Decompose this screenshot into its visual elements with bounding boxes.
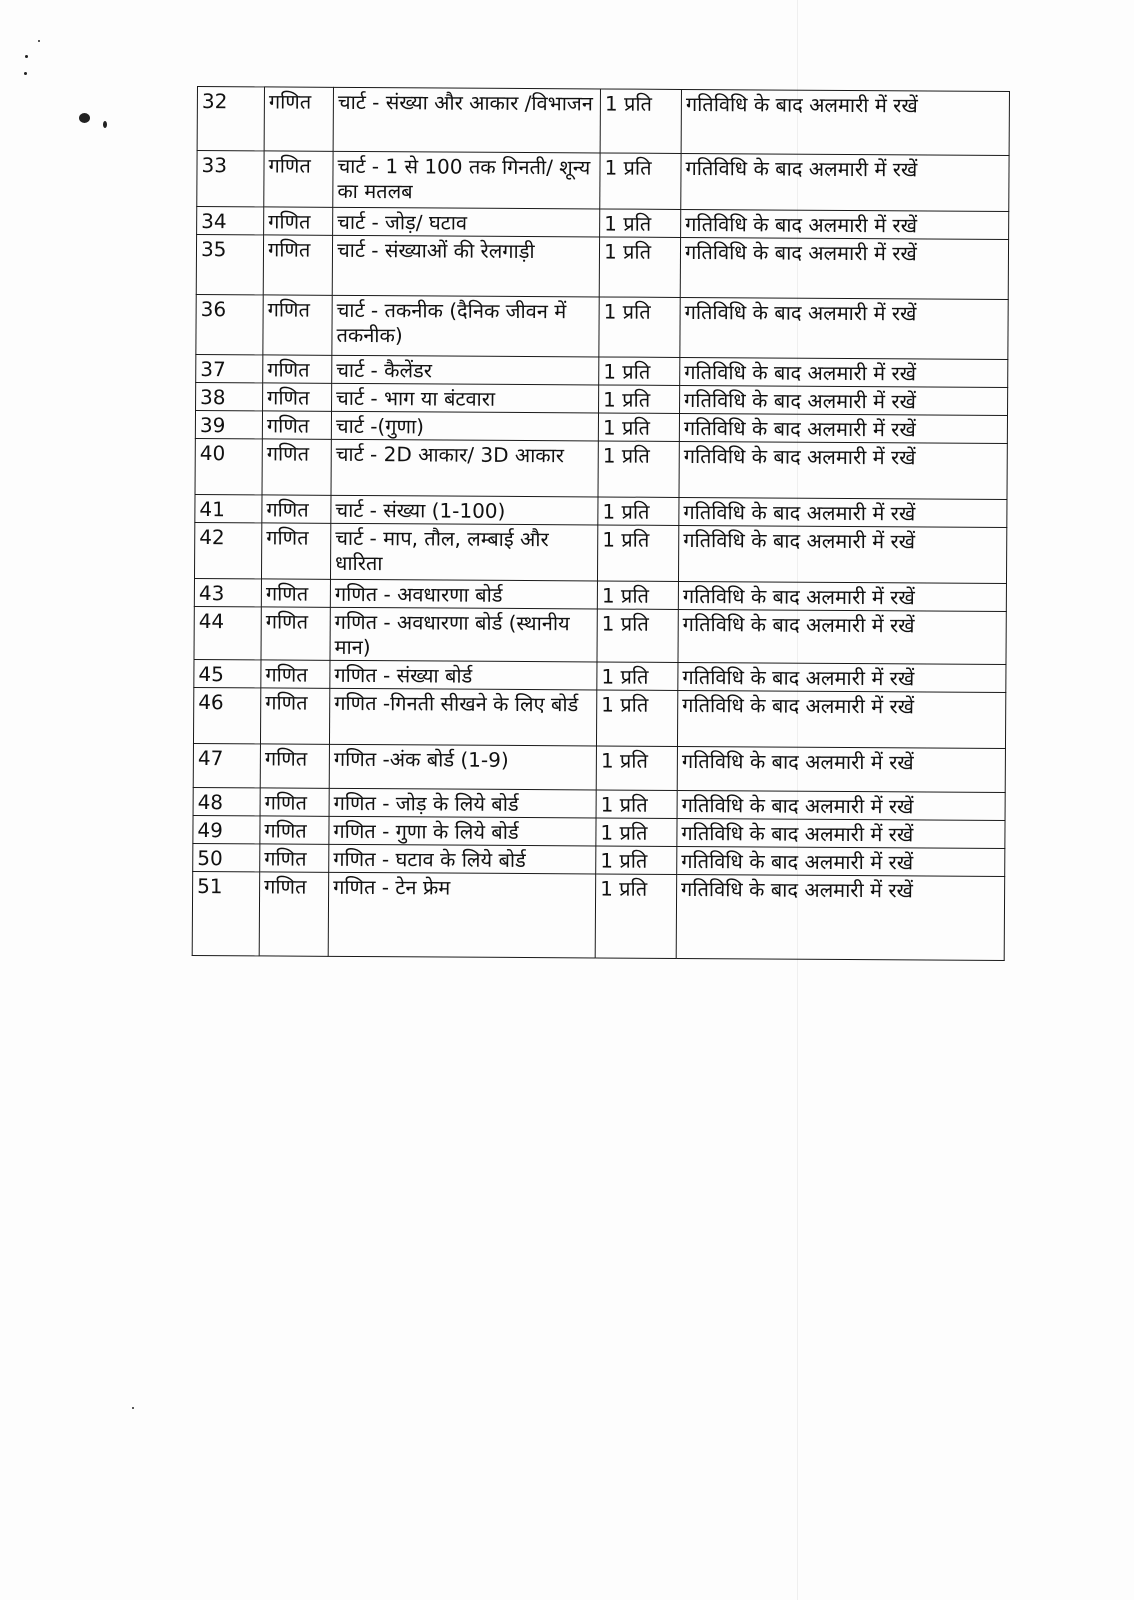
quantity-cell: 1 प्रति [597, 525, 678, 581]
serial-number-cell: 40 [195, 438, 262, 494]
quantity-cell: 1 प्रति [597, 662, 678, 690]
item-description-cell: चार्ट - 1 से 100 तक गिनती/ शून्य का मतलब [333, 151, 600, 209]
serial-number-cell: 34 [197, 207, 264, 235]
subject-cell: गणित [264, 87, 333, 151]
instruction-cell: गतिविधि के बाद अलमारी में रखें [678, 525, 1006, 583]
item-description-cell: चार्ट - 2D आकार/ 3D आकार [331, 439, 598, 497]
table-row [193, 687, 1005, 748]
serial-number-cell: 42 [194, 522, 261, 578]
quantity-cell: 1 प्रति [596, 746, 677, 790]
quantity-cell: 1 प्रति [596, 690, 677, 746]
serial-number-cell: 45 [194, 659, 261, 687]
table-row [194, 522, 1006, 583]
subject-cell: गणित [263, 295, 332, 355]
item-description-cell: गणित - संख्या बोर्ड [330, 660, 597, 690]
quantity-cell: 1 प्रति [599, 385, 680, 413]
inventory-table-body [192, 87, 1009, 961]
scan-speck [132, 1407, 134, 1409]
item-description-cell: गणित - जोड़ के लिये बोर्ड [329, 788, 596, 818]
quantity-cell: 1 प्रति [600, 89, 681, 153]
instruction-cell: गतिविधि के बाद अलमारी में रखें [677, 746, 1005, 792]
item-description-cell: गणित - अवधारणा बोर्ड [330, 579, 597, 609]
instruction-cell: गतिविधि के बाद अलमारी में रखें [679, 441, 1007, 499]
quantity-cell: 1 प्रति [598, 497, 679, 525]
instruction-cell: गतिविधि के बाद अलमारी में रखें [677, 690, 1005, 748]
serial-number-cell: 32 [197, 87, 264, 151]
serial-number-cell: 50 [193, 843, 260, 871]
instruction-cell: गतिविधि के बाद अलमारी में रखें [681, 153, 1009, 211]
subject-cell: गणित [261, 523, 330, 579]
quantity-cell: 1 प्रति [598, 441, 679, 497]
instruction-cell: गतिविधि के बाद अलमारी में रखें [677, 818, 1005, 848]
scan-speck [103, 121, 107, 128]
quantity-cell: 1 प्रति [599, 357, 680, 385]
subject-cell: गणित [260, 688, 329, 744]
subject-cell: गणित [259, 872, 329, 956]
serial-number-cell: 33 [197, 151, 264, 207]
table-row [192, 871, 1004, 960]
item-description-cell: गणित -अंक बोर्ड (1-9) [329, 744, 596, 790]
subject-cell: गणित [260, 816, 329, 844]
serial-number-cell: 46 [193, 687, 260, 743]
item-description-cell: चार्ट - संख्या और आकार /विभाजन [333, 87, 600, 153]
quantity-cell: 1 प्रति [598, 413, 679, 441]
scan-speck [79, 113, 90, 123]
serial-number-cell: 41 [195, 494, 262, 522]
item-description-cell: गणित - घटाव के लिये बोर्ड [329, 844, 596, 874]
quantity-cell: 1 प्रति [599, 237, 680, 297]
item-description-cell: चार्ट - संख्या (1-100) [331, 495, 598, 525]
quantity-cell: 1 प्रति [600, 153, 681, 209]
serial-number-cell: 38 [196, 382, 263, 410]
item-description-cell: चार्ट - संख्याओं की रेलगाड़ी [332, 235, 599, 297]
instruction-cell: गतिविधि के बाद अलमारी में रखें [680, 385, 1008, 415]
table-row [197, 151, 1009, 212]
item-description-cell: चार्ट - जोड़/ घटाव [333, 207, 600, 237]
table-row [193, 743, 1005, 792]
item-description-cell: गणित -गिनती सीखने के लिए बोर्ड [329, 688, 596, 746]
quantity-cell: 1 प्रति [596, 846, 677, 874]
serial-number-cell: 48 [193, 787, 260, 815]
table-row [195, 438, 1007, 499]
item-description-cell: गणित - टेन फ्रेम [328, 872, 596, 958]
subject-cell: गणित [263, 383, 332, 411]
quantity-cell: 1 प्रति [597, 581, 678, 609]
serial-number-cell: 35 [196, 235, 263, 295]
instruction-cell: गतिविधि के बाद अलमारी में रखें [677, 846, 1005, 876]
instruction-cell: गतिविधि के बाद अलमारी में रखें [680, 297, 1008, 359]
item-description-cell: चार्ट - तकनीक (दैनिक जीवन में तकनीक) [332, 295, 599, 357]
subject-cell: गणित [262, 411, 331, 439]
inventory-table [192, 86, 1010, 961]
serial-number-cell: 49 [193, 815, 260, 843]
instruction-cell: गतिविधि के बाद अलमारी में रखें [681, 89, 1009, 155]
item-description-cell: गणित - अवधारणा बोर्ड (स्थानीय मान) [330, 607, 597, 662]
instruction-cell: गतिविधि के बाद अलमारी में रखें [676, 874, 1005, 960]
instruction-cell: गतिविधि के बाद अलमारी में रखें [681, 209, 1009, 239]
quantity-cell: 1 प्रति [600, 209, 681, 237]
serial-number-cell: 44 [194, 606, 261, 659]
instruction-cell: गतिविधि के बाद अलमारी में रखें [680, 237, 1008, 299]
item-description-cell: चार्ट - कैलेंडर [332, 355, 599, 385]
subject-cell: गणित [263, 235, 332, 295]
item-description-cell: चार्ट - माप, तौल, लम्बाई और धारिता [330, 523, 597, 581]
subject-cell: गणित [261, 607, 330, 660]
instruction-cell: गतिविधि के बाद अलमारी में रखें [679, 413, 1007, 443]
quantity-cell: 1 प्रति [599, 297, 680, 357]
quantity-cell: 1 प्रति [597, 609, 678, 662]
subject-cell: गणित [263, 355, 332, 383]
instruction-cell: गतिविधि के बाद अलमारी में रखें [679, 497, 1007, 527]
quantity-cell: 1 प्रति [596, 790, 677, 818]
instruction-cell: गतिविधि के बाद अलमारी में रखें [678, 581, 1006, 611]
subject-cell: गणित [264, 151, 333, 207]
serial-number-cell: 43 [194, 578, 261, 606]
item-description-cell: गणित - गुणा के लिये बोर्ड [329, 816, 596, 846]
subject-cell: गणित [261, 579, 330, 607]
table-row [196, 235, 1008, 300]
serial-number-cell: 37 [196, 354, 263, 382]
serial-number-cell: 47 [193, 743, 260, 787]
table-row [194, 606, 1006, 664]
subject-cell: गणित [260, 788, 329, 816]
scan-speck [38, 40, 40, 42]
subject-cell: गणित [260, 744, 329, 788]
quantity-cell: 1 प्रति [596, 818, 677, 846]
subject-cell: गणित [262, 495, 331, 523]
instruction-cell: गतिविधि के बाद अलमारी में रखें [678, 609, 1006, 664]
serial-number-cell: 36 [196, 294, 263, 354]
instruction-cell: गतिविधि के बाद अलमारी में रखें [680, 357, 1008, 387]
table-row [197, 87, 1009, 156]
subject-cell: गणित [262, 439, 331, 495]
item-description-cell: चार्ट -(गुणा) [331, 411, 598, 441]
quantity-cell: 1 प्रति [595, 874, 677, 958]
scan-speck [25, 55, 28, 58]
item-description-cell: चार्ट - भाग या बंटवारा [332, 383, 599, 413]
scan-speck [24, 72, 27, 75]
instruction-cell: गतिविधि के बाद अलमारी में रखें [677, 790, 1005, 820]
instruction-cell: गतिविधि के बाद अलमारी में रखें [678, 662, 1006, 692]
table-row [196, 294, 1008, 359]
subject-cell: गणित [260, 844, 329, 872]
serial-number-cell: 51 [192, 871, 260, 955]
serial-number-cell: 39 [195, 410, 262, 438]
subject-cell: गणित [264, 207, 333, 235]
subject-cell: गणित [261, 660, 330, 688]
